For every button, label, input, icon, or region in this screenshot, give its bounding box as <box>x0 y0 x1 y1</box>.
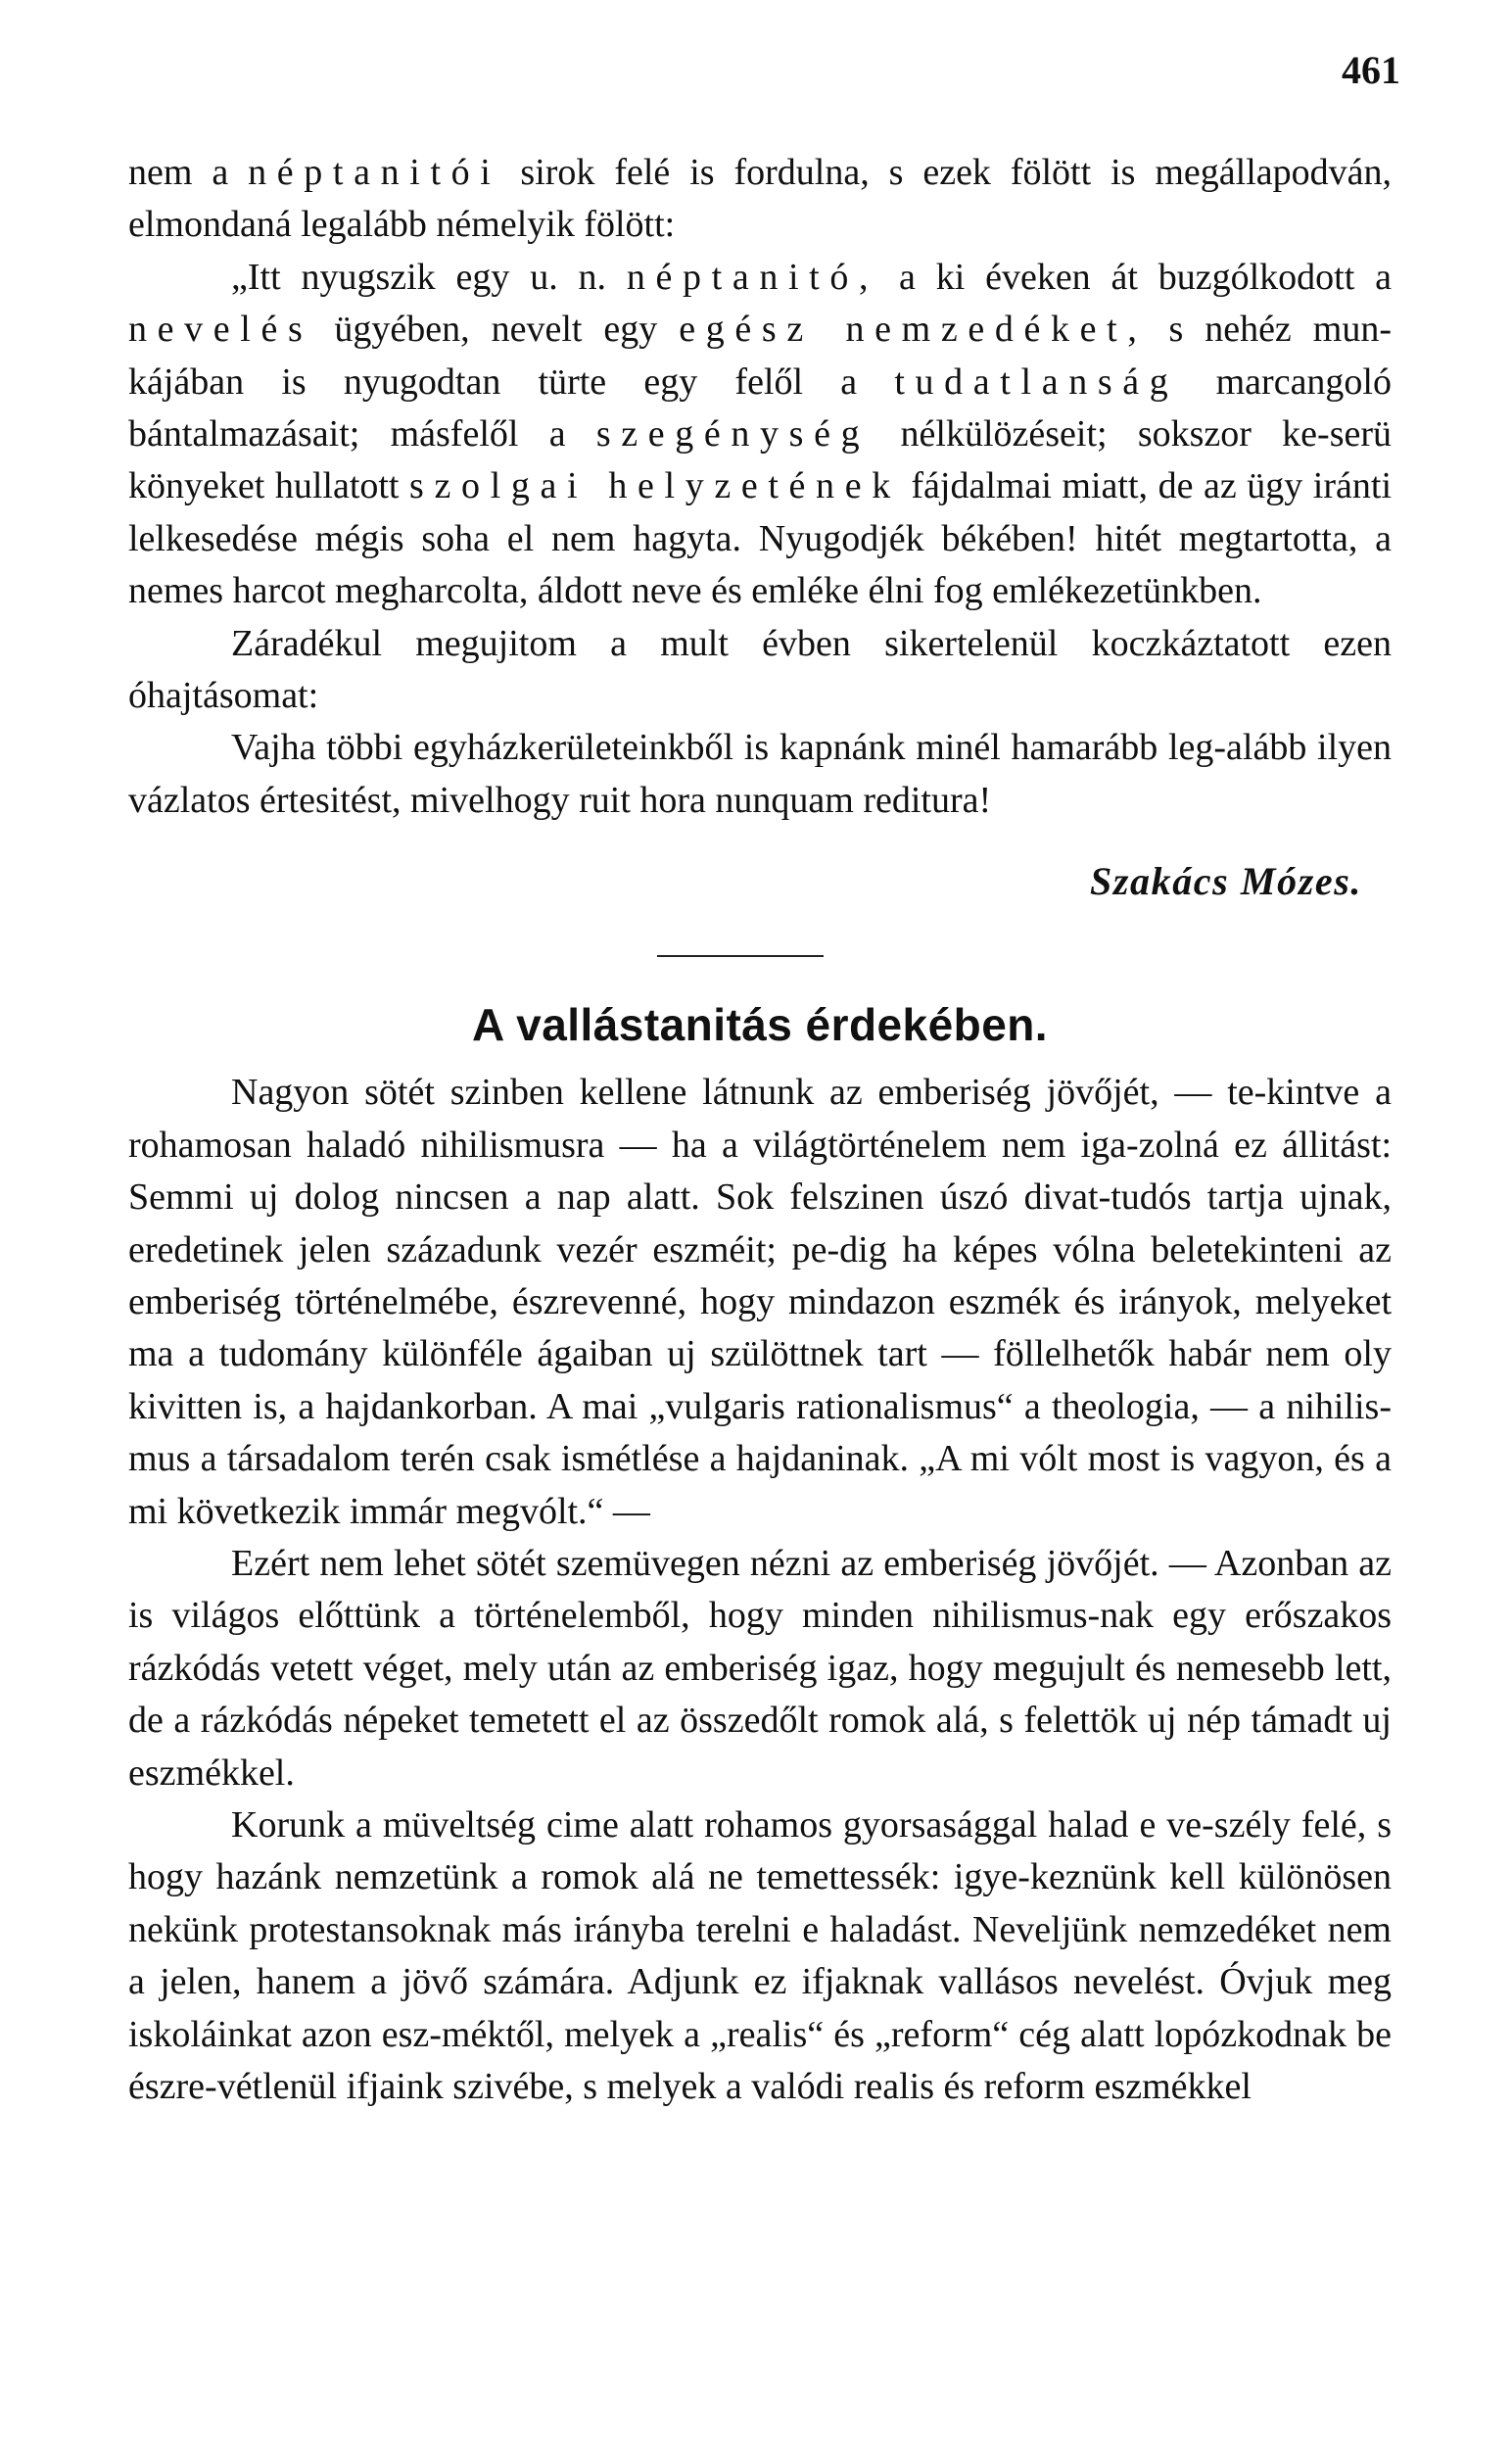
paragraph <box>128 722 1392 827</box>
paragraph <box>128 1067 1392 1538</box>
first-section <box>128 147 1392 904</box>
paragraph <box>128 1799 1392 2113</box>
author-signature: Szakács Mózes. <box>1090 859 1362 904</box>
paragraph <box>128 618 1392 723</box>
text-run: Korunk a müveltség cime alatt rohamos gyorsasággal halad e ve-szély felé, s hogy hazánk nemzetünk a romok alá ne temettessék: igye-keznünk kell különösen nekünk protestansoknak más irányba terelni e haladást. Neveljünk nemzedéket nem a jelen, hanem a jövő számára. Adjunk ez ifjaknak vallásos nevelést. Óvjuk meg iskoláinkat azon esz-méktől, melyek a „realis“ és „reform“ cég alatt lopózkodnak be észre-vétlenül ifjaink szivébe, s melyek a valódi realis és reform eszmékkel <box>128 1803 1392 2107</box>
spaced-emphasis-text: tudatlanság <box>894 360 1179 403</box>
text-run: a ki éveken át buzgólkodott a <box>878 256 1392 298</box>
page-number: 461 <box>1342 48 1400 92</box>
text-run: s nehéz mun-kájában is nyugodtan türte egy felől a <box>128 309 1392 403</box>
section-divider-rule <box>657 955 824 957</box>
spaced-emphasis-text: néptanitó, <box>626 256 879 298</box>
spaced-emphasis-text: szegénység <box>595 413 871 456</box>
section-title: A vallástanitás érdekében. <box>471 999 1049 1051</box>
spaced-emphasis-text: egész nemzedéket, <box>679 309 1148 351</box>
spaced-emphasis-text: szolgai helyzetének <box>409 465 901 507</box>
text-run: nem a <box>128 152 249 193</box>
second-section-paragraphs <box>128 1067 1392 2113</box>
paragraph <box>128 147 1392 252</box>
text-run: sirok felé is fordulna, s ezek fölött is megállapodván, elmondaná legalább némelyik fölött: <box>128 152 1392 246</box>
text-run: fájdalmai miatt, de az ügy iránti lelkesedése mégis soha el nem hagyta. Nyugodjék békében! hitét megtartotta, a nemes harcot megharcolta, áldott neve és emléke élni fog emlékezetünkben. <box>128 465 1392 612</box>
text-run: Záradékul megujitom a mult évben sikertelenül koczkáztatott ezen óhajtásomat: <box>128 622 1392 717</box>
spaced-emphasis-text: néptanitói <box>248 152 501 193</box>
text-run: nélkülözéseit; sokszor ke-serü könyeket hullatott <box>128 413 1392 507</box>
text-run: Ezért nem lehet sötét szemüvegen nézni az emberiség jövőjét. — Azonban az is világos előttünk a történelemből, hogy minden nihilismus-nak egy erőszakos rázkódás vetett véget, mely után az emberiség igaz, hogy megujult és nemesebb lett, de a rázkódás népeket temetett el az összedőlt romok alá, s felettök uj nép támadt uj eszmékkel. <box>128 1542 1392 1794</box>
text-run: marcangoló bántalmazásait; másfelől a <box>128 360 1392 456</box>
second-section <box>128 998 1392 2113</box>
paragraph <box>128 252 1392 618</box>
text-run: „Itt nyugszik egy u. n. <box>231 256 627 298</box>
text-run: Vajha többi egyházkerületeinkből is kapnánk minél hamarább leg-alább ilyen vázlatos értesitést, mivelhogy ruit hora nunquam reditura! <box>128 727 1392 821</box>
spaced-emphasis-text: nevelés <box>128 309 313 351</box>
paragraph <box>128 1538 1392 1799</box>
first-section-paragraphs <box>128 147 1392 827</box>
text-run: ügyében, nevelt egy <box>312 309 680 351</box>
text-run: Nagyon sötét szinben kellene látnunk az emberiség jövőjét, — te-kintve a rohamosan haladó nihilismusra — ha a világtörténelem nem iga-zolná ez állitást: Semmi uj dolog nincsen a nap alatt. Sok felszinen úszó divat-tudós tartja ujnak, eredetinek jelen századunk vezér eszméit; pe-dig ha képes vólna beletekinteni az emberiség történelmébe, észrevenné, hogy mindazon eszmék és irányok, melyeket ma a tudomány különféle ágaiban uj szülöttnek tart — föllelhetők habár nem oly kivitten is, a hajdankorban. A mai „vulgaris rationalismus“ a theologia, — a nihilis-mus a társadalom terén csak ismétlése a hajdaninak. „A mi vólt most is vagyon, és a mi következik immár megvólt.“ — <box>128 1072 1392 1532</box>
text-column <box>128 147 1392 2113</box>
